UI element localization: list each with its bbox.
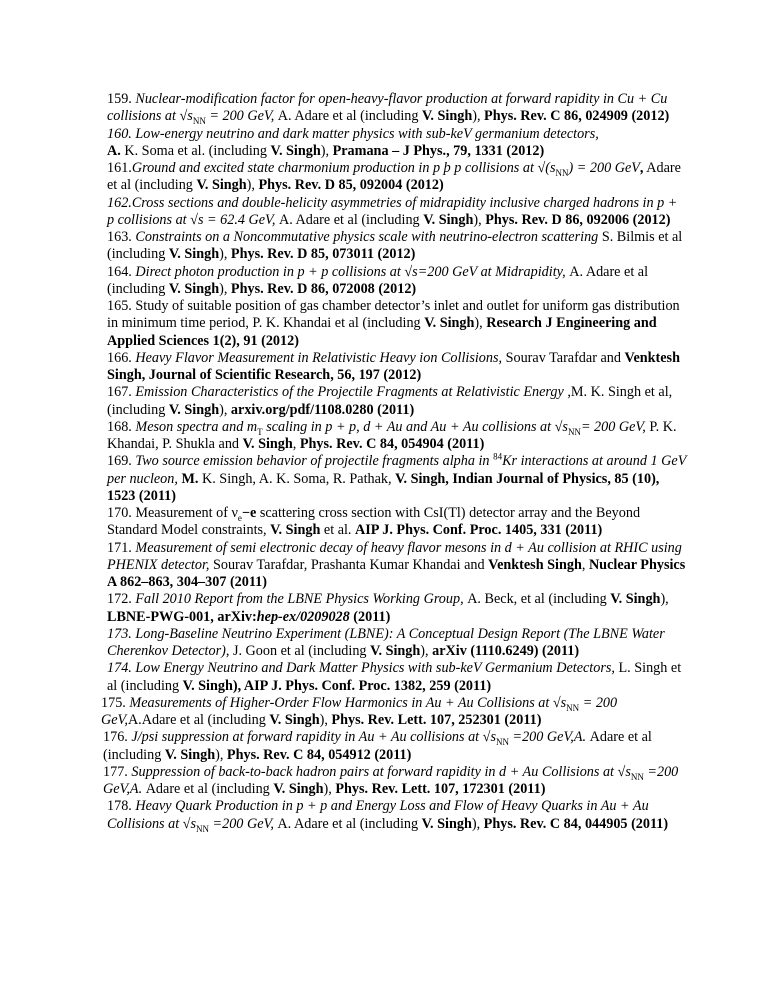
entry-text-segment: Phys. Rev. C 84, 054904 (2011) [299,436,485,452]
entry-text-segment: e [237,512,242,523]
entry-text-segment: ), [219,401,231,418]
entry-text-segment: A. Adare et al (including [277,815,422,832]
entry-text-segment: ), [472,108,485,125]
entry-text-segment: T [257,426,263,437]
entry-text-segment: Low Energy Neutrino and Dark Matter Physics with sub-keV Germanium Detectors, [131,660,619,677]
entry-number: 167. [107,384,132,401]
entry-text-segment: Low-energy neutrino and dark matter physics with sub-keV germanium detectors, [131,125,599,142]
entry-text-segment: NN [566,702,580,713]
entry-number: 161. [107,160,132,176]
entry-text-segment: scaling in p + p, d + Au and Au + Au collisions at √s [262,418,568,435]
publication-entry [107,229,687,264]
entry-number: 177. [103,763,128,780]
entry-number: 175. [101,694,126,711]
entry-text-segment: V. Singh, Indian Journal of Physics, 85 (10), 1523 (2011) [107,470,660,504]
entry-text-segment: K. Singh, A. K. Soma, R. Pathak, [198,470,396,487]
publication-entry [107,453,687,505]
entry-text-segment: ), [473,211,486,228]
entry-text-segment: M. [181,470,199,487]
entry-text-segment: ), [246,177,259,194]
entry-number: 173. [107,625,132,642]
entry-text-segment: ), [323,781,336,797]
entry-text-segment: ), [471,815,484,832]
publication-entry [107,540,687,592]
entry-text-segment: Research J Engineering and Applied Sciences 1(2), 91 (2012) [107,315,657,349]
entry-number: 176. [103,729,128,746]
entry-text-segment: ), [219,246,231,263]
entry-text-segment: Emission Characteristics of the Projectile Fragments at Relativistic Energy [131,384,568,401]
entry-text-segment: Adare et al (including [107,160,681,194]
entry-text-segment: ,M. K. Singh et al, (including [107,384,673,418]
entry-text-segment: V. Singh [421,815,472,832]
publication-entry [107,384,687,419]
publication-entry [107,798,687,833]
entry-text-segment: =200 GeV,A. [103,763,679,797]
entry-text-segment: Measurement of semi electronic decay of heavy flavor mesons in d + Au collision at RHIC using PHENIX detector, [107,539,682,573]
publication-entry [107,264,687,299]
entry-text-segment: V. Singh [610,591,661,608]
entry-text-segment: Phys. Rev. D 86, 072008 (2012) [230,280,417,297]
entry-text-segment: V. Singh [270,522,321,539]
entry-text-segment: V. Singh), AIP J. Phys. Conf. Proc. 1382, 259 (2011) [182,677,492,694]
entry-text-segment: (2011) [349,608,391,625]
entry-text-segment: L. Singh et al (including [107,660,682,694]
entry-text-segment: V. Singh [273,781,324,797]
entry-text-segment: S. Bilmis et al (including [107,229,683,263]
entry-text-segment: = 200 GeV, [580,418,650,435]
publication-entry [103,764,687,799]
entry-text-segment: Phys. Rev. D 85, 092004 (2012) [258,177,444,194]
entry-text-segment: Phys. Rev. Lett. 107, 172301 (2011) [335,781,546,797]
entry-text-segment: Fall 2010 Report from the LBNE Physics Working Group, [131,591,468,608]
entry-text-segment: Phys. Rev. D 85, 073011 (2012) [230,246,416,263]
entry-number: 178. [107,798,132,815]
entry-text-segment: V. Singh [422,108,473,125]
entry-number: 164. [107,263,132,280]
publication-list [101,91,687,834]
publication-entry [107,505,687,540]
entry-number: 170. [107,505,132,521]
entry-text-segment: A. [107,142,121,159]
entry-text-segment: ), [474,315,487,332]
entry-text-segment: Meson spectra and m [131,418,258,435]
entry-text-segment: Venktesh Singh, Journal of Scientific Research, 56, 197 (2012) [107,349,680,383]
entry-text-segment: , [581,556,589,573]
entry-number: 172. [107,591,132,608]
entry-text-segment: V. Singh [164,746,216,763]
entry-text-segment: NN [495,737,509,748]
entry-text-segment: Phys. Rev. Lett. 107, 252301 (2011) [331,712,542,728]
entry-text-segment: Phys. Rev. C 86, 024909 (2012) [484,108,670,125]
entry-text-segment: V. Singh [269,712,320,728]
entry-number: 174. [107,660,132,677]
entry-number: 159. [107,91,132,107]
entry-number: 163. [107,229,132,245]
publication-entry [107,626,687,661]
entry-text-segment: ), [420,643,433,659]
entry-text-segment: LBNE-PWG-001, arXiv: [107,608,257,625]
entry-text-segment: V. Singh [423,211,474,228]
entry-text-segment: NN [630,771,644,782]
entry-text-segment: J. Goon et al (including [232,643,371,659]
entry-text-segment: Phys. Rev. D 86, 092006 (2012) [485,211,671,228]
entry-text-segment: Sourav Tarafdar and [505,349,625,366]
entry-text-segment: Phys. Rev. C 84, 054912 (2011) [226,746,412,763]
publication-entry [107,350,687,385]
entry-number: 169. [107,453,132,470]
publication-entry [107,91,687,126]
entry-text-segment: Constraints on a Noncommutative physics scale with neutrino-electron scattering [131,229,602,245]
entry-text-segment: Adare et al (including [103,729,652,763]
publication-entry [107,126,687,161]
entry-text-segment: V. Singh [370,643,421,659]
publication-entry [107,591,687,626]
entry-text-segment: arxiv.org/pdf/1108.0280 (2011) [230,401,415,418]
entry-text-segment: A. Adare et al (including [277,108,422,125]
entry-text-segment: =200 GeV, [209,815,278,832]
publication-entry [101,695,687,730]
entry-text-segment: et al. [320,522,356,539]
publication-entry [107,195,687,230]
entry-text-segment: ), [215,746,227,763]
publication-entry [107,160,687,195]
entry-text-segment: Sourav Tarafdar, Prashanta Kumar Khandai and [212,556,489,573]
entry-number: 162. [107,194,132,211]
entry-text-segment: hep-ex/0209028 [256,608,350,625]
entry-number: 165. [107,298,132,314]
entry-text-segment: V. Singh [424,315,475,332]
entry-text-segment: P. K. Khandai, P. Shukla and [107,418,677,452]
entry-text-segment: A. Adare et al (including [107,263,649,297]
entry-text-segment: Nuclear-modification factor for open-heavy-flavor production at forward rapidity in Cu + Cu collisions at √s [107,91,668,125]
entry-text-segment: ) = 200 GeV [568,160,640,176]
entry-text-segment: Measurements of Higher-Order Flow Harmonics in Au + Au Collisions at √s [125,694,567,711]
entry-text-segment: =200 GeV,A. [508,729,590,746]
entry-text-segment: Heavy Flavor Measurement in Relativistic Heavy ion Collisions, [131,349,506,366]
entry-text-segment: ), [319,712,332,728]
entry-text-segment: J/psi suppression at forward rapidity in Au + Au collisions at √s [127,729,496,746]
entry-text-segment: Heavy Quark Production in p + p and Energy Loss and Flow of Heavy Quarks in Au + Au Collisions at √s [107,798,649,832]
entry-text-segment: A. Beck, et al (including [467,591,611,608]
entry-text-segment: Ground and excited state charmonium production in p þ p collisions at √(s [131,160,556,176]
entry-text-segment: scattering cross section with CsI(Tl) detector array and the Beyond Standard Model constraints, [107,505,641,539]
entry-text-segment: arXiv (1110.6249) (2011) [432,643,580,659]
entry-text-segment: V. Singh [168,401,220,418]
entry-text-segment: Pramana – J Phys., 79, 1331 (2012) [332,142,545,159]
entry-text-segment: −e [241,505,257,521]
entry-text-segment: , [639,160,644,176]
entry-text-segment: K. Soma et al. (including [120,142,271,159]
entry-text-segment: Adare et al (including [145,781,274,797]
entry-text-segment: Study of suitable position of gas chamber detector’s inlet and outlet for uniform gas distribution in minimum time period, P. K. Khandai et al (including [107,298,680,332]
entry-text-segment: V. Singh [168,280,220,297]
entry-text-segment: Kr interactions at around 1 GeV per nucleon, [107,453,687,487]
entry-text-segment: , [292,436,300,452]
entry-number: 166. [107,349,132,366]
entry-text-segment: Suppression of back-to-back hadron pairs at forward rapidity in d + Au Collisions at √s [127,763,631,780]
entry-text-segment: A. Adare et al (including [278,211,424,228]
entry-text-segment: A.Adare et al (including [127,712,270,728]
entry-number: 171. [107,539,132,556]
entry-text-segment: Measurement of ν [131,505,238,521]
entry-text-segment: = 200 GeV, [205,108,278,125]
publication-entry [107,660,687,695]
entry-number: 168. [107,418,132,435]
entry-text-segment: NN [567,426,581,437]
entry-text-segment: Direct photon production in p + p collisions at √s=200 GeV at Midrapidity, [131,263,570,280]
entry-text-segment: 84 [493,451,503,462]
entry-text-segment: Venktesh Singh [488,556,582,573]
entry-text-segment: V. Singh [270,142,321,159]
entry-text-segment: V. Singh [242,436,293,452]
entry-text-segment: ), [660,591,669,608]
entry-text-segment: = 200 GeV, [101,694,618,728]
entry-text-segment: Nuclear Physics A 862–863, 304–307 (2011) [107,556,686,590]
entry-text-segment: Phys. Rev. C 84, 044905 (2011) [483,815,669,832]
publication-entry [103,729,687,764]
entry-number: 160. [107,125,132,142]
publication-entry [107,298,687,350]
publication-entry [107,419,687,454]
entry-text-segment: V. Singh [168,246,220,263]
entry-text-segment: ), [320,142,333,159]
entry-text-segment: NN [555,167,569,178]
entry-text-segment: ), [219,280,231,297]
entry-text-segment: Two source emission behavior of projectile fragments alpha in [131,453,494,470]
entry-text-segment: NN [192,116,206,127]
entry-text-segment: V. Singh [196,177,247,194]
entry-text-segment: AIP J. Phys. Conf. Proc. 1405, 331 (2011) [355,522,603,539]
entry-text-segment: NN [196,823,209,834]
entry-text-segment: Long-Baseline Neutrino Experiment (LBNE): A Conceptual Design Report (The LBNE Water Cherenkov Detector), [107,625,665,659]
entry-text-segment: Cross sections and double-helicity asymmetries of midrapidity inclusive charged hadrons in p + p collisions at √s = 62.4 GeV, [107,194,678,228]
